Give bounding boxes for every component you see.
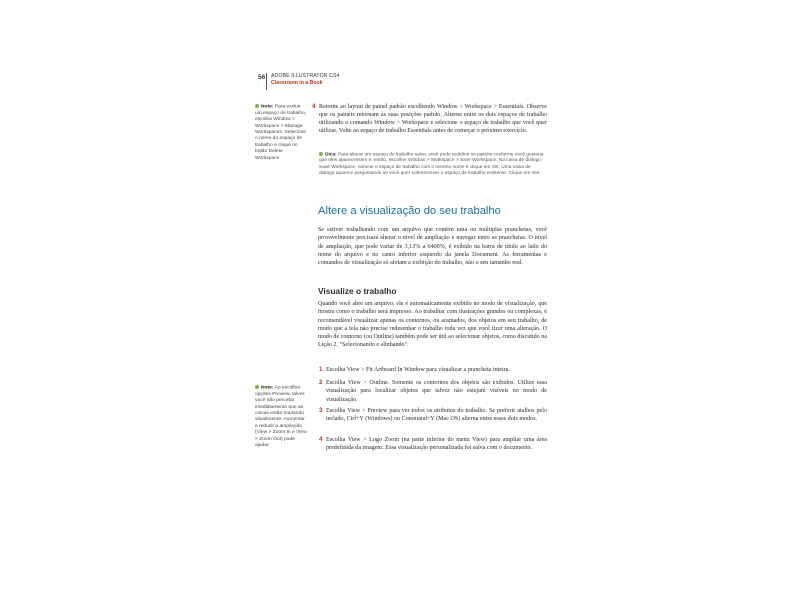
- side-note-delete-workspace: [255, 104, 307, 162]
- page-number: 56: [258, 74, 266, 81]
- header-divider: [266, 73, 267, 90]
- step-item: [319, 379, 547, 404]
- note-label: Note:: [261, 385, 274, 391]
- subsection-paragraph: Quando você abre um arquivo, ele é automaticamente exibido no modo de visualização, que mostra como o trabalho será impresso. Ao trabalhar com ilustrações grandes ou complexas, é recomendável visualizar apenas os contornos, ou aramados, dos objetos em seu trabalho, de modo que a tela não precise redesenhar o trabalho toda vez que você fizer uma alteração. O modo de contorno (ou Outline) também pode ser útil ao selecionar objetos, como discutido na Lição 2, "Selecionando e alinhando".: [318, 301, 547, 349]
- step-number: 3: [319, 407, 323, 414]
- step-text: Retorne ao layout de painel padrão escolhendo Window > Workspace > Essentials. Observe que os painéis retornam às suas posições padrão. Alterne entre os dois espaços de trabalho utilizando o comando Window > Workspace e selecione o espaço de trabalho que você quer utilizar. Volte ao espaço de trabalho Essentials antes de começar o próximo exercício.: [319, 104, 547, 135]
- step-text: Escolha View > Fit Artboard In Window para visualizar a prancheta inteira.: [326, 367, 510, 373]
- step-text: Escolha View > Preview para ver todos os atributos do trabalho. Se preferir atalhos pelo teclado, Ctrl+Y (Windows) ou Command+Y (Mac OS) alterna entre esses dois modos.: [326, 408, 547, 423]
- section-title: Altere a visualização do seu trabalho: [318, 205, 501, 217]
- step-number: 2: [319, 379, 323, 386]
- step-number: 4: [312, 103, 316, 110]
- note-label: Note:: [261, 104, 274, 110]
- side-note-preview: [255, 385, 307, 449]
- step-item: [319, 436, 547, 453]
- note-text: Ao escolher opções Preview, talvez você não perceba imediatamente que as coisas estão mudando visualmente. Aumentar e reduzir a ampliação (View > Zoom In e View > Zoom Out) pode ajudar.: [255, 385, 307, 448]
- note-bullet-icon: [255, 385, 259, 389]
- step-item: [319, 407, 547, 424]
- section-intro: Se estiver trabalhando com um arquivo que contém uma ou múltiplas pranchetas, você provavelmente precisará alterar o nível de ampliação e navegar entre as pranchetas. O nível de ampliação, que pode variar de 3,13% a 6400%, é exibido na barra de título ao lado do nome do arquivo e no canto inferior esquerdo da janela Document. As ferramentas e comandos de visualização só afetam a exibição do trabalho, não o seu tamanho real.: [318, 227, 547, 267]
- tip-label: Dica:: [325, 152, 337, 158]
- step-item: [312, 103, 547, 135]
- note-bullet-icon: [255, 104, 259, 108]
- step-text: Escolha View > Outline. Somente os contornos dos objetos são exibidos. Utilize essa visualização para localizar objetos que talvez não estejam visíveis no modo de visualização.: [326, 380, 547, 403]
- tip-text: Para alterar um espaço de trabalho salvo, você pode redefinir os painéis conforme você gostaria que eles aparecessem e, então, escolher Window > Workspace > Save Workspace. Na caixa de diálogo Save Workspace, nomeie o espaço de trabalho com o mesmo nome e clique em OK. Uma caixa de diálogo aparece perguntando se você quer sobrescrever o espaço de trabalho existente. Clique em Yes.: [319, 152, 544, 176]
- book-subtitle: Classroom in a Book: [271, 80, 323, 86]
- tip-box: [319, 152, 547, 177]
- subsection-title: Visualize o trabalho: [318, 286, 397, 296]
- note-text: Para excluir um espaço de trabalho, escolha Window > Workspace > Manage Workspaces. Selecione o nome do espaço de trabalho e clique no botão Delete Workspace.: [255, 104, 307, 161]
- tip-bullet-icon: [319, 152, 323, 156]
- step-number: 4: [319, 436, 323, 443]
- step-text: Escolha View > Logo Zoom (na parte inferior do menu View) para ampliar uma área predefinida da imagem. Essa visualização personalizada foi salva com o documento.: [326, 437, 547, 452]
- book-title: ADOBE ILLUSTRATOR CS4: [271, 73, 340, 79]
- step-item: [319, 366, 547, 374]
- step-number: 1: [319, 366, 323, 373]
